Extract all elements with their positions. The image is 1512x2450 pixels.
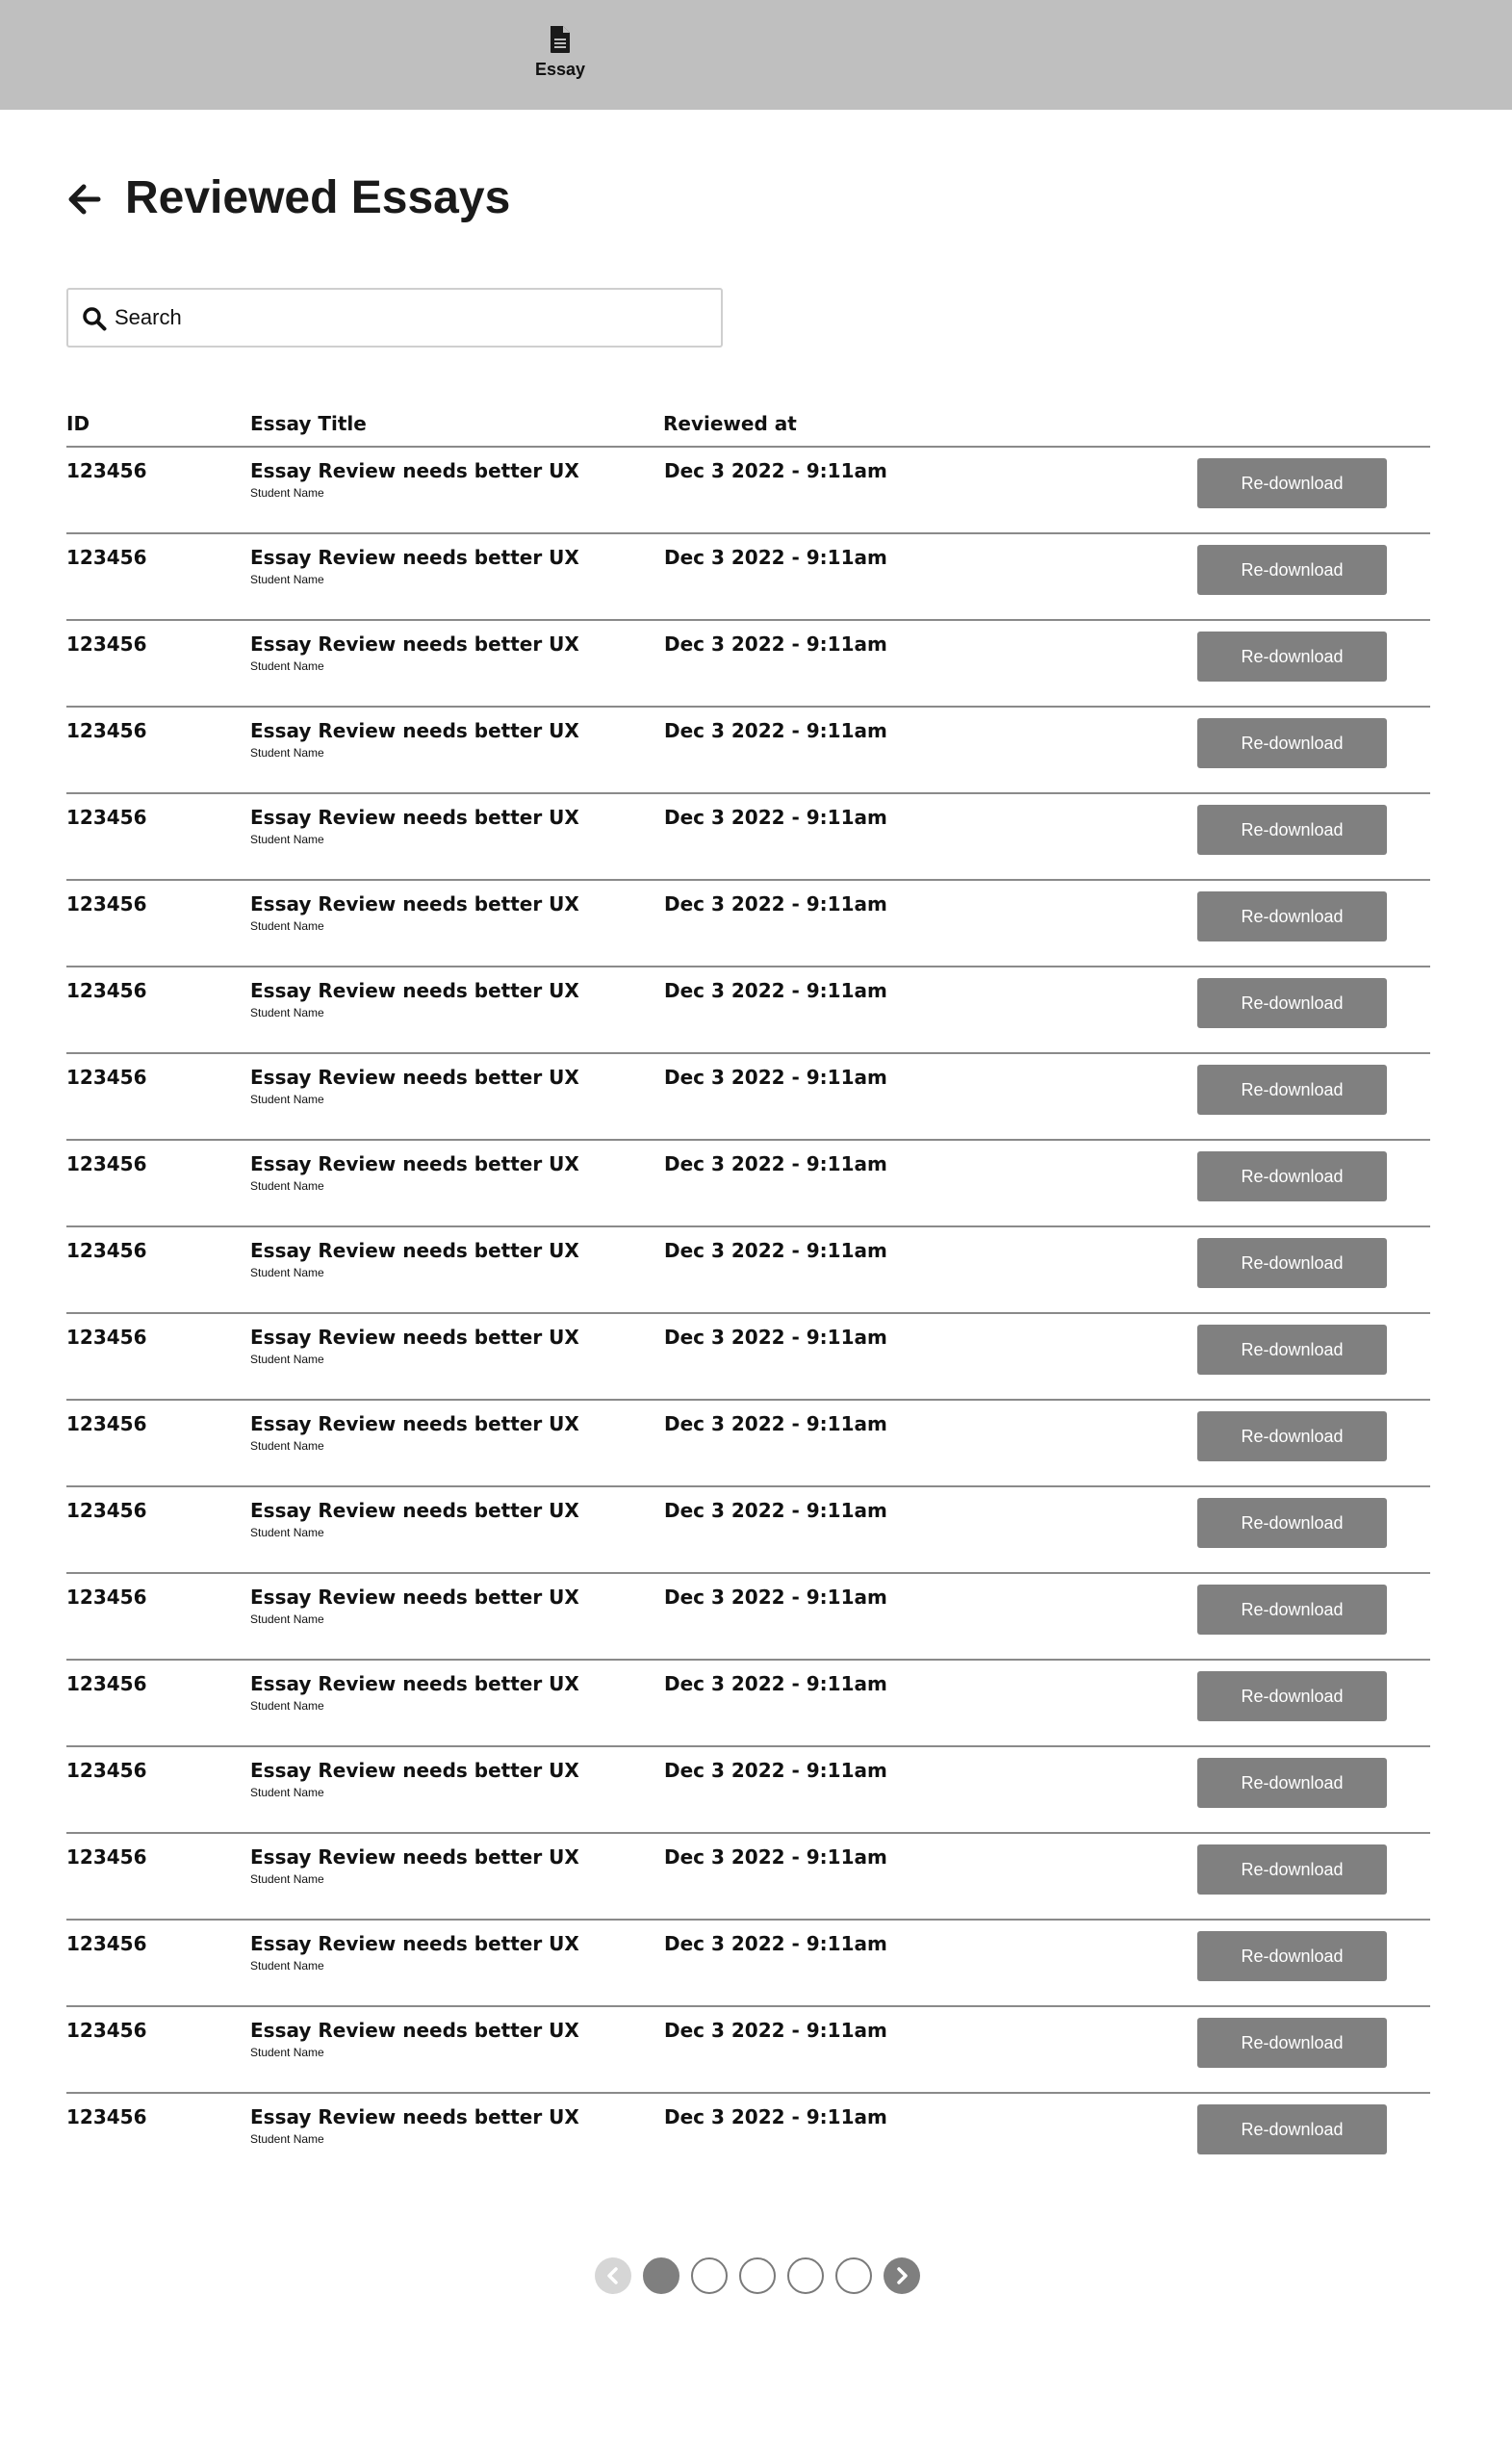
row-essay-title: Essay Review needs better UX <box>250 1586 579 1609</box>
row-reviewed-at: Dec 3 2022 - 9:11am <box>664 2105 887 2128</box>
row-reviewed-at: Dec 3 2022 - 9:11am <box>664 1412 887 1435</box>
table-row <box>66 1487 1430 1574</box>
row-id: 123456 <box>66 459 147 482</box>
row-student-name: Student Name <box>250 919 324 933</box>
row-id: 123456 <box>66 2019 147 2042</box>
row-reviewed-at: Dec 3 2022 - 9:11am <box>664 546 887 569</box>
row-id: 123456 <box>66 1845 147 1869</box>
re-download-button[interactable]: Re-download <box>1197 978 1387 1028</box>
table-row <box>66 1401 1430 1487</box>
table-row <box>66 1921 1430 2007</box>
table-row <box>66 881 1430 967</box>
header-id: ID <box>66 412 90 435</box>
pagination-next-button[interactable] <box>884 2257 920 2294</box>
row-reviewed-at: Dec 3 2022 - 9:11am <box>664 1239 887 1262</box>
row-essay-title: Essay Review needs better UX <box>250 979 579 1002</box>
row-student-name: Student Name <box>250 1006 324 1019</box>
row-essay-title: Essay Review needs better UX <box>250 1499 579 1522</box>
row-student-name: Student Name <box>250 1439 324 1453</box>
table-body <box>66 448 1430 2180</box>
row-reviewed-at: Dec 3 2022 - 9:11am <box>664 1066 887 1089</box>
re-download-button[interactable]: Re-download <box>1197 1671 1387 1721</box>
row-essay-title: Essay Review needs better UX <box>250 806 579 829</box>
row-reviewed-at: Dec 3 2022 - 9:11am <box>664 806 887 829</box>
row-reviewed-at: Dec 3 2022 - 9:11am <box>664 459 887 482</box>
re-download-button[interactable]: Re-download <box>1197 891 1387 941</box>
row-id: 123456 <box>66 1152 147 1175</box>
row-id: 123456 <box>66 979 147 1002</box>
row-essay-title: Essay Review needs better UX <box>250 2105 579 2128</box>
row-essay-title: Essay Review needs better UX <box>250 1845 579 1869</box>
row-id: 123456 <box>66 1066 147 1089</box>
chevron-left-icon <box>603 2266 623 2285</box>
row-id: 123456 <box>66 892 147 916</box>
row-reviewed-at: Dec 3 2022 - 9:11am <box>664 632 887 656</box>
table-row <box>66 1834 1430 1921</box>
re-download-button[interactable]: Re-download <box>1197 1065 1387 1115</box>
search-icon <box>82 306 107 331</box>
row-essay-title: Essay Review needs better UX <box>250 546 579 569</box>
chevron-right-icon <box>892 2266 911 2285</box>
pagination-dot-1[interactable] <box>643 2257 679 2294</box>
row-student-name: Student Name <box>250 659 324 673</box>
row-id: 123456 <box>66 2105 147 2128</box>
row-reviewed-at: Dec 3 2022 - 9:11am <box>664 1499 887 1522</box>
row-reviewed-at: Dec 3 2022 - 9:11am <box>664 1845 887 1869</box>
row-student-name: Student Name <box>250 833 324 846</box>
re-download-button[interactable]: Re-download <box>1197 545 1387 595</box>
row-reviewed-at: Dec 3 2022 - 9:11am <box>664 979 887 1002</box>
row-reviewed-at: Dec 3 2022 - 9:11am <box>664 1152 887 1175</box>
row-student-name: Student Name <box>250 573 324 586</box>
re-download-button[interactable]: Re-download <box>1197 2104 1387 2154</box>
row-student-name: Student Name <box>250 1786 324 1799</box>
row-essay-title: Essay Review needs better UX <box>250 632 579 656</box>
re-download-button[interactable]: Re-download <box>1197 1931 1387 1981</box>
table-row <box>66 1227 1430 1314</box>
row-id: 123456 <box>66 1499 147 1522</box>
row-essay-title: Essay Review needs better UX <box>250 1152 579 1175</box>
table-row <box>66 708 1430 794</box>
row-id: 123456 <box>66 806 147 829</box>
re-download-button[interactable]: Re-download <box>1197 1758 1387 1808</box>
row-student-name: Student Name <box>250 1872 324 1886</box>
table-header <box>66 402 1430 448</box>
row-essay-title: Essay Review needs better UX <box>250 1066 579 1089</box>
table-row <box>66 1054 1430 1141</box>
row-student-name: Student Name <box>250 1179 324 1193</box>
row-id: 123456 <box>66 546 147 569</box>
pagination <box>595 2257 920 2294</box>
row-id: 123456 <box>66 1412 147 1435</box>
re-download-button[interactable]: Re-download <box>1197 1498 1387 1548</box>
row-student-name: Student Name <box>250 1699 324 1713</box>
re-download-button[interactable]: Re-download <box>1197 458 1387 508</box>
row-essay-title: Essay Review needs better UX <box>250 1326 579 1349</box>
row-id: 123456 <box>66 1239 147 1262</box>
row-student-name: Student Name <box>250 1093 324 1106</box>
table-row <box>66 967 1430 1054</box>
document-icon <box>549 25 572 54</box>
page-title: Reviewed Essays <box>125 172 511 223</box>
re-download-button[interactable]: Re-download <box>1197 1238 1387 1288</box>
table-row <box>66 1141 1430 1227</box>
table-row <box>66 1314 1430 1401</box>
row-essay-title: Essay Review needs better UX <box>250 1672 579 1695</box>
header-reviewed-at: Reviewed at <box>663 412 797 435</box>
row-reviewed-at: Dec 3 2022 - 9:11am <box>664 1586 887 1609</box>
row-reviewed-at: Dec 3 2022 - 9:11am <box>664 1759 887 1782</box>
re-download-button[interactable]: Re-download <box>1197 1585 1387 1635</box>
row-reviewed-at: Dec 3 2022 - 9:11am <box>664 2019 887 2042</box>
nav-item-essay[interactable] <box>520 25 601 80</box>
re-download-button[interactable]: Re-download <box>1197 718 1387 768</box>
row-student-name: Student Name <box>250 1266 324 1279</box>
header-essay-title: Essay Title <box>250 412 367 435</box>
row-essay-title: Essay Review needs better UX <box>250 892 579 916</box>
row-student-name: Student Name <box>250 486 324 500</box>
row-student-name: Student Name <box>250 2132 324 2146</box>
row-essay-title: Essay Review needs better UX <box>250 1412 579 1435</box>
row-id: 123456 <box>66 632 147 656</box>
row-id: 123456 <box>66 1759 147 1782</box>
row-reviewed-at: Dec 3 2022 - 9:11am <box>664 892 887 916</box>
arrow-left-icon[interactable] <box>65 181 102 218</box>
re-download-button[interactable]: Re-download <box>1197 2018 1387 2068</box>
table-row <box>66 2094 1430 2180</box>
row-id: 123456 <box>66 719 147 742</box>
row-student-name: Student Name <box>250 1526 324 1539</box>
row-id: 123456 <box>66 1672 147 1695</box>
table-row <box>66 448 1430 534</box>
re-download-button[interactable]: Re-download <box>1197 805 1387 855</box>
pagination-dot-5[interactable] <box>835 2257 872 2294</box>
row-essay-title: Essay Review needs better UX <box>250 1932 579 1955</box>
re-download-button[interactable]: Re-download <box>1197 1844 1387 1895</box>
row-student-name: Student Name <box>250 1353 324 1366</box>
re-download-button[interactable]: Re-download <box>1197 1411 1387 1461</box>
row-id: 123456 <box>66 1932 147 1955</box>
row-id: 123456 <box>66 1586 147 1609</box>
row-essay-title: Essay Review needs better UX <box>250 2019 579 2042</box>
table-row <box>66 1661 1430 1747</box>
row-essay-title: Essay Review needs better UX <box>250 1239 579 1262</box>
search-box <box>66 288 723 348</box>
pagination-prev-button[interactable] <box>595 2257 631 2294</box>
row-student-name: Student Name <box>250 1959 324 1973</box>
re-download-button[interactable]: Re-download <box>1197 1325 1387 1375</box>
table-row <box>66 534 1430 621</box>
row-reviewed-at: Dec 3 2022 - 9:11am <box>664 1326 887 1349</box>
table-row <box>66 794 1430 881</box>
table-row <box>66 621 1430 708</box>
pagination-dots <box>643 2257 884 2294</box>
re-download-button[interactable]: Re-download <box>1197 632 1387 682</box>
table-row <box>66 2007 1430 2094</box>
row-essay-title: Essay Review needs better UX <box>250 1759 579 1782</box>
search-input[interactable] <box>115 299 702 336</box>
table-row <box>66 1574 1430 1661</box>
row-reviewed-at: Dec 3 2022 - 9:11am <box>664 1932 887 1955</box>
row-id: 123456 <box>66 1326 147 1349</box>
row-reviewed-at: Dec 3 2022 - 9:11am <box>664 1672 887 1695</box>
essays-table <box>66 402 1430 2180</box>
row-student-name: Student Name <box>250 2046 324 2059</box>
row-student-name: Student Name <box>250 1612 324 1626</box>
re-download-button[interactable]: Re-download <box>1197 1151 1387 1201</box>
row-reviewed-at: Dec 3 2022 - 9:11am <box>664 719 887 742</box>
row-essay-title: Essay Review needs better UX <box>250 719 579 742</box>
pagination-dot-3[interactable] <box>739 2257 776 2294</box>
nav-item-label: Essay <box>534 60 586 79</box>
top-nav-bar <box>0 0 1512 110</box>
table-row <box>66 1747 1430 1834</box>
row-essay-title: Essay Review needs better UX <box>250 459 579 482</box>
pagination-dot-4[interactable] <box>787 2257 824 2294</box>
row-student-name: Student Name <box>250 746 324 760</box>
pagination-dot-2[interactable] <box>691 2257 728 2294</box>
